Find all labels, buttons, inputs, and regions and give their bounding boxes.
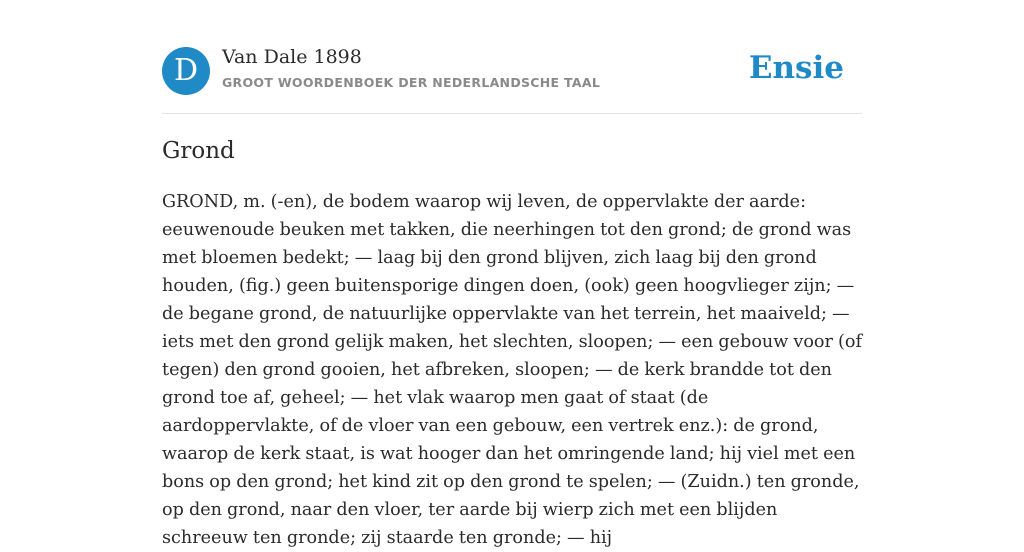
ensie-logo[interactable]: Ensie (748, 50, 844, 86)
header (162, 46, 862, 96)
entry-body: GROND, m. (-en), de bodem waarop wij leven, de oppervlakte der aarde: eeuwenoude beuken met takken, die neerhingen tot den grond; de grond was met bloemen bedekt; — laag bij den grond blijven, zich laag bij den grond houden, (fig.) geen buitensporige dingen doen, (ook) geen hoogvlieger zijn; — de begane grond, de natuurlijke oppervlakte van het terrein, het maaiveld; — iets met den grond gelijk maken, het slechten, sloopen; — een gebouw voor (of tegen) den grond gooien, het afbreken, sloopen; — de kerk brandde tot den grond toe af, geheel; — het vlak waarop men gaat of staat (de aardoppervlakte, of de vloer van een gebouw, een vertrek enz.): de grond, waarop de kerk staat, is wat hooger dan het omringende land; hij viel met een bons op den grond; het kind zit op den grond te spelen; — (Zuidn.) ten gronde, op den grond, naar den vloer, ter aarde bij wierp zich met een blijden schreeuw ten gronde; zij staarde ten gronde; — hij (162, 192, 862, 548)
entry-title: Grond (162, 138, 235, 164)
header-divider (162, 113, 862, 114)
source-title[interactable]: Van Dale 1898 (222, 46, 362, 68)
source-avatar[interactable]: D (162, 47, 210, 95)
source-subtitle: GROOT WOORDENBOEK DER NEDERLANDSCHE TAAL (222, 75, 601, 90)
